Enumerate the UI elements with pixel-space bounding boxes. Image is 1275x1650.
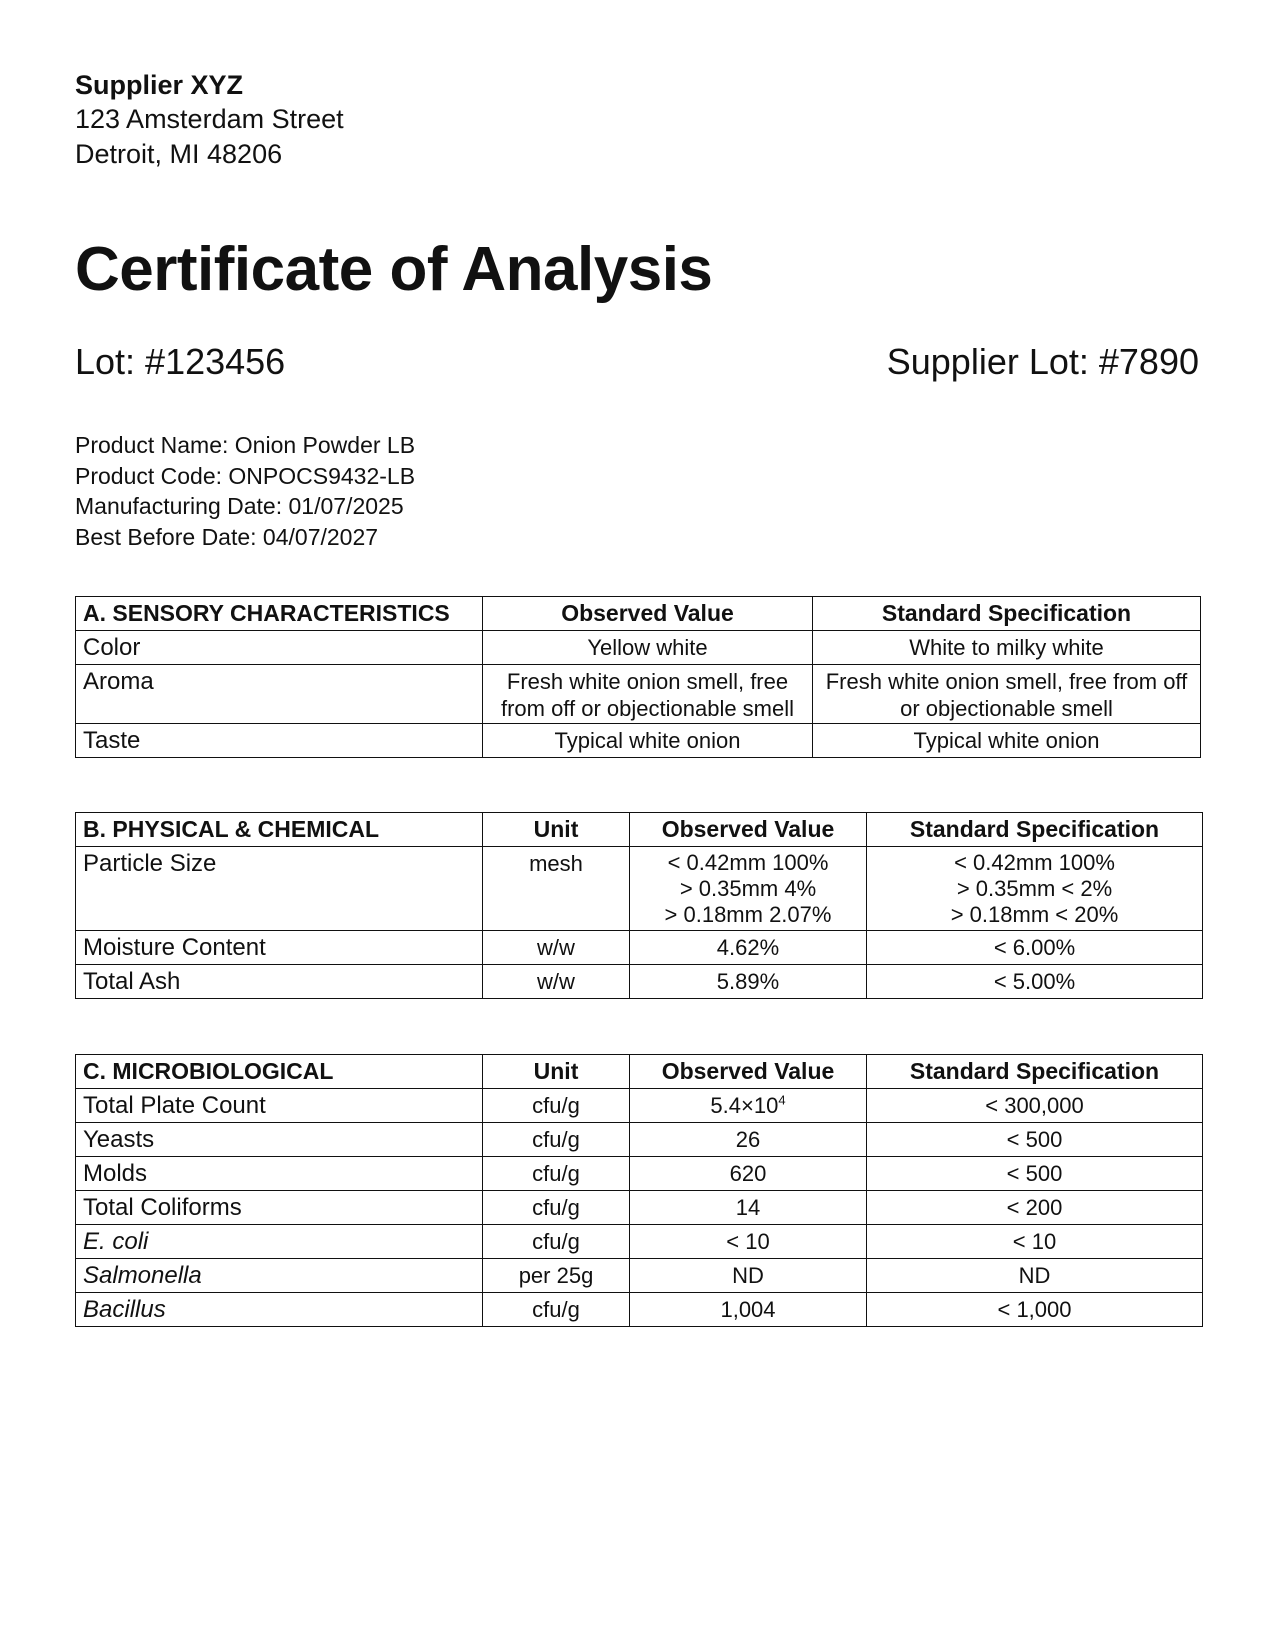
table-header-row (76, 597, 1201, 631)
best-before-date: Best Before Date: 04/07/2027 (75, 523, 379, 550)
unit-cell: mesh (483, 847, 630, 931)
observed-cell: 14 (630, 1191, 867, 1225)
sensory-table (75, 596, 1201, 758)
unit-cell: w/w (483, 931, 630, 965)
manufacturing-date: Manufacturing Date: 01/07/2025 (75, 493, 404, 519)
table-row (76, 1259, 1203, 1293)
table-row (76, 965, 1203, 999)
parameter-cell: Bacillus (76, 1293, 483, 1327)
spec-cell: < 6.00% (867, 931, 1203, 965)
microbiological-table (75, 1054, 1203, 1327)
column-header: Observed Value (630, 813, 867, 847)
unit-cell: cfu/g (483, 1225, 630, 1259)
spec-cell: ND (867, 1259, 1203, 1293)
unit-cell: cfu/g (483, 1191, 630, 1225)
spec-line: > 0.18mm < 20% (950, 902, 1119, 927)
spec-cell: < 500 (867, 1157, 1203, 1191)
observed-cell: 4.62% (630, 931, 867, 965)
parameter-cell: Molds (76, 1157, 483, 1191)
supplier-name: Supplier XYZ (75, 70, 244, 100)
observed-cell: 620 (630, 1157, 867, 1191)
table-row (76, 1225, 1203, 1259)
spec-cell: White to milky white (813, 631, 1201, 665)
observed-exponent: 4 (778, 1092, 786, 1108)
table-row (76, 724, 1201, 758)
table-row (76, 1157, 1203, 1191)
table-row (76, 1191, 1203, 1225)
parameter-cell: Total Ash (76, 965, 483, 999)
supplier-address-line1: 123 Amsterdam Street (75, 104, 344, 134)
parameter-cell: Particle Size (76, 847, 483, 931)
observed-base: 5.4×10 (710, 1093, 779, 1118)
spec-line: < 0.42mm 100% (954, 850, 1115, 875)
observed-cell: ND (630, 1259, 867, 1293)
spec-line: > 0.35mm < 2% (956, 876, 1113, 901)
column-header: C. MICROBIOLOGICAL (76, 1055, 483, 1089)
spec-cell: Fresh white onion smell, free from off or objectionable smell (813, 665, 1201, 724)
parameter-cell: Moisture Content (76, 931, 483, 965)
observed-cell: 26 (630, 1123, 867, 1157)
column-header: Standard Specification (867, 1055, 1203, 1089)
page-title: Certificate of Analysis (75, 235, 713, 304)
column-header: Standard Specification (813, 597, 1201, 631)
supplier-address-line2: Detroit, MI 48206 (75, 139, 283, 169)
column-header: Unit (483, 1055, 630, 1089)
spec-cell: Typical white onion (813, 724, 1201, 758)
product-info (75, 430, 415, 552)
unit-cell: per 25g (483, 1259, 630, 1293)
observed-cell: Yellow white (483, 631, 813, 665)
table-row (76, 665, 1201, 724)
table-row (76, 931, 1203, 965)
column-header: Observed Value (630, 1055, 867, 1089)
unit-cell: w/w (483, 965, 630, 999)
table-header-row (76, 1055, 1203, 1089)
unit-cell: cfu/g (483, 1123, 630, 1157)
observed-cell: < 10 (630, 1225, 867, 1259)
product-code: Product Code: ONPOCS9432-LB (75, 462, 416, 489)
physical-chemical-table (75, 812, 1203, 999)
column-header: Observed Value (483, 597, 813, 631)
spec-cell: < 300,000 (867, 1089, 1203, 1123)
observed-cell: Typical white onion (483, 724, 813, 758)
spec-cell: < 500 (867, 1123, 1203, 1157)
table-row (76, 1123, 1203, 1157)
spec-cell: < 10 (867, 1225, 1203, 1259)
observed-line: > 0.35mm 4% (679, 876, 817, 901)
spec-cell: < 200 (867, 1191, 1203, 1225)
parameter-cell: Taste (76, 724, 483, 758)
lot-row (75, 340, 1199, 384)
table-row (76, 631, 1201, 665)
observed-cell (630, 1089, 867, 1123)
table-row (76, 1293, 1203, 1327)
parameter-cell: Aroma (76, 665, 483, 724)
supplier-lot-number: Supplier Lot: #7890 (886, 341, 1199, 382)
spec-cell: < 1,000 (867, 1293, 1203, 1327)
parameter-cell: E. coli (76, 1225, 483, 1259)
table-header-row (76, 813, 1203, 847)
parameter-cell: Total Coliforms (76, 1191, 483, 1225)
column-header: Standard Specification (867, 813, 1203, 847)
spec-cell (867, 847, 1203, 931)
column-header: Unit (483, 813, 630, 847)
lot-number: Lot: #123456 (75, 341, 286, 382)
unit-cell: cfu/g (483, 1157, 630, 1191)
column-header: A. SENSORY CHARACTERISTICS (76, 597, 483, 631)
unit-cell: cfu/g (483, 1089, 630, 1123)
observed-cell: Fresh white onion smell, free from off or objectionable smell (483, 665, 813, 724)
supplier-block (75, 68, 1199, 172)
parameter-cell: Yeasts (76, 1123, 483, 1157)
product-name: Product Name: Onion Powder LB (75, 432, 416, 458)
table-row (76, 847, 1203, 931)
observed-cell (630, 847, 867, 931)
table-row (76, 1089, 1203, 1123)
unit-cell: cfu/g (483, 1293, 630, 1327)
parameter-cell: Color (76, 631, 483, 665)
observed-cell: 5.89% (630, 965, 867, 999)
column-header: B. PHYSICAL & CHEMICAL (76, 813, 483, 847)
observed-line: < 0.42mm 100% (667, 850, 829, 875)
spec-cell: < 5.00% (867, 965, 1203, 999)
parameter-cell: Total Plate Count (76, 1089, 483, 1123)
observed-cell: 1,004 (630, 1293, 867, 1327)
observed-line: > 0.18mm 2.07% (664, 902, 832, 927)
parameter-cell: Salmonella (76, 1259, 483, 1293)
